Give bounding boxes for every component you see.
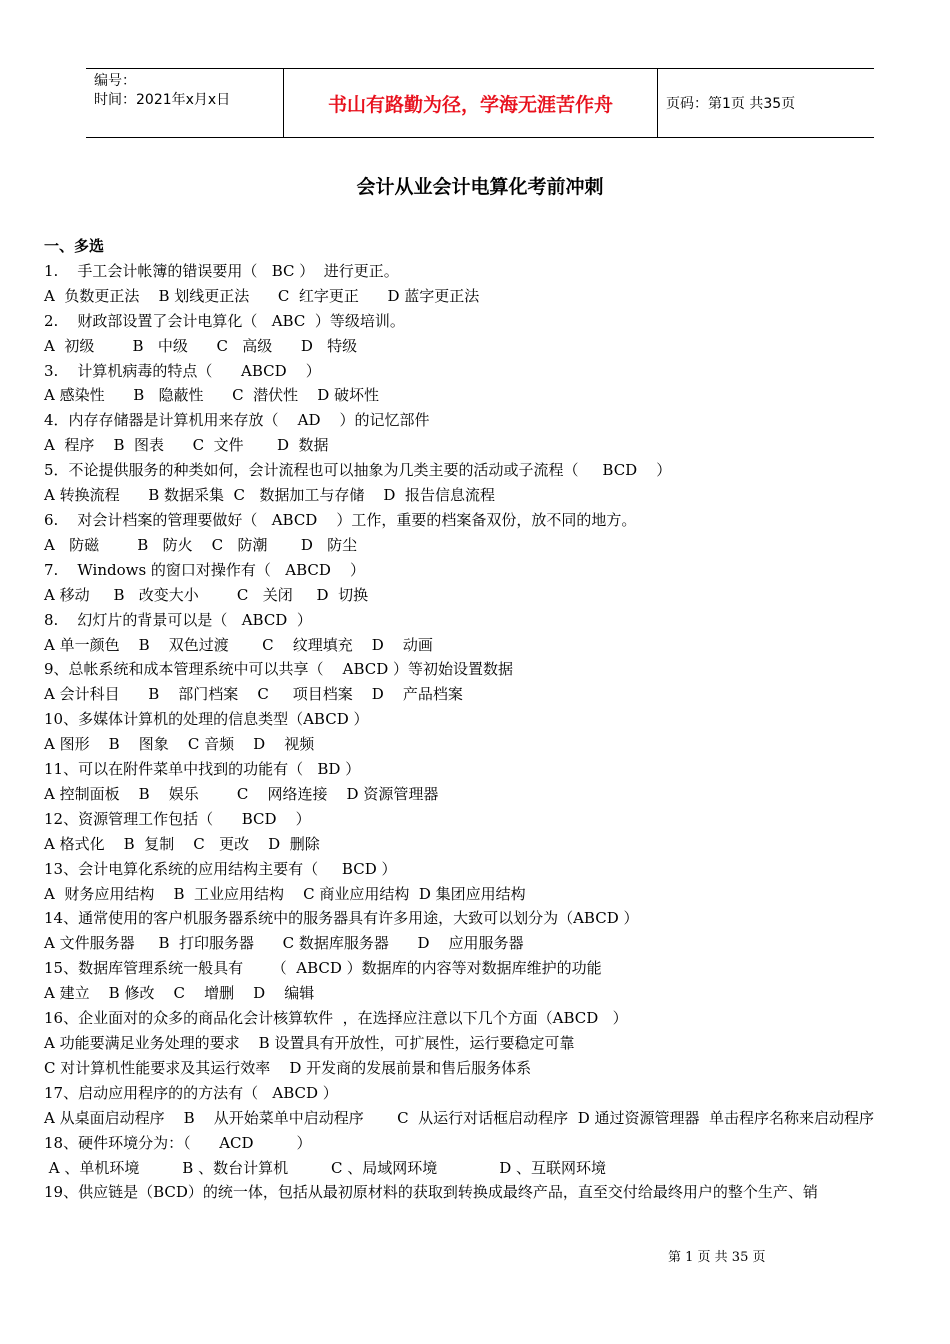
text-line: A 会计科目 B 部门档案 C 项目档案 D 产品档案 — [44, 685, 463, 704]
text-line: A 移动 B 改变大小 C 关闭 D 切换 — [44, 585, 369, 604]
text-line: 9、总帐系统和成本管理系统中可以共享（ ABCD ）等初始设置数据 — [44, 660, 514, 679]
text-line: 10、多媒体计算机的处理的信息类型（ABCD ） — [44, 710, 369, 729]
text-line: 3. 计算机病毒的特点（ ABCD ） — [44, 361, 321, 380]
header-number: 编号： — [94, 73, 136, 89]
text-line: 11、可以在附件菜单中找到的功能有（ BD ） — [44, 760, 361, 779]
document-body — [44, 234, 924, 1205]
header-page-info: 页码：第1页 共35页 — [666, 96, 796, 112]
text-line: A 单一颜色 B 双色过渡 C 纹理填充 D 动画 — [44, 635, 433, 654]
text-line: A 建立 B 修改 C 增删 D 编辑 — [44, 984, 315, 1003]
header-date: 时间：2021年x月x日 — [94, 92, 231, 108]
text-line: 12、资源管理工作包括（ BCD ） — [44, 809, 311, 828]
section-heading: 一、多选 — [44, 237, 105, 255]
text-line: A 程序 B 图表 C 文件 D 数据 — [44, 436, 329, 455]
text-line: 16、企业面对的众多的商品化会计核算软件 ，在选择应注意以下几个方面（ABCD ） — [44, 1009, 628, 1028]
text-line: 7. Windows 的窗口对操作有（ ABCD ） — [44, 560, 365, 579]
text-line: A 转换流程 B 数据采集 C 数据加工与存储 D 报告信息流程 — [44, 486, 495, 505]
text-line: A 防磁 B 防火 C 防潮 D 防尘 — [44, 535, 358, 554]
text-line: 17、启动应用程序的的方法有（ ABCD ） — [44, 1083, 338, 1102]
text-line: A 财务应用结构 B 工业应用结构 C 商业应用结构 D 集团应用结构 — [44, 884, 526, 903]
text-line: A 图形 B 图象 C 音频 D 视频 — [44, 735, 315, 754]
text-line: 1. 手工会计帐簿的错误要用（ BC ） 进行更正。 — [44, 261, 399, 280]
page-header — [86, 68, 874, 138]
text-line: 15、数据库管理系统一般具有 （ ABCD ）数据库的内容等对数据库维护的功能 — [44, 959, 602, 978]
text-line: A 格式化 B 复制 C 更改 D 删除 — [44, 834, 320, 853]
text-line: A 从桌面启动程序 B 从开始菜单中启动程序 C 从运行对话框启动程序 D 通过资源管理器 单击程序名称来启动程序 — [44, 1108, 875, 1127]
text-line: 18、硬件环境分为：（ ACD ） — [44, 1133, 312, 1152]
text-line: A 文件服务器 B 打印服务器 C 数据库服务器 D 应用服务器 — [44, 934, 524, 953]
text-line: A 功能要满足业务处理的要求 B 设置具有开放性，可扩展性，运行要稳定可靠 — [44, 1034, 575, 1052]
text-line: 8. 幻灯片的背景可以是（ ABCD ） — [44, 610, 312, 629]
text-line: A 、单机环境 B 、数台计算机 C 、局域网环境 D 、互联网环境 — [44, 1158, 607, 1177]
text-line: A 感染性 B 隐蔽性 C 潜伏性 D 破坏性 — [44, 386, 380, 405]
text-line: 5．不论提供服务的种类如何，会计流程也可以抽象为几类主要的活动或子流程（ BCD ） — [44, 461, 672, 480]
header-motto: 书山有路勤为径，学海无涯苦作舟 — [284, 69, 658, 137]
header-meta — [86, 69, 284, 137]
text-line: 4．内存存储器是计算机用来存放（ AD ）的记忆部件 — [44, 411, 430, 430]
text-line: C 对计算机性能要求及其运行效率 D 开发商的发展前景和售后服务体系 — [44, 1058, 532, 1077]
text-line: 6. 对会计档案的管理要做好（ ABCD ）工作，重要的档案备双份，放不同的地方。 — [44, 510, 637, 529]
text-line: 19、供应链是（BCD）的统一体，包括从最初原材料的获取到转换成最终产品，直至交付给最终用户的整个生产、销 — [44, 1183, 818, 1202]
document-title: 会计从业会计电算化考前冲刺 — [356, 176, 604, 198]
text-line: A 负数更正法 B 划线更正法 C 红字更正 D 蓝字更正法 — [44, 286, 480, 305]
page-footer: 第 1 页 共 35 页 — [668, 1250, 766, 1265]
text-line: A 初级 B 中级 C 高级 D 特级 — [44, 336, 358, 355]
text-line: 2. 财政部设置了会计电算化（ ABC ）等级培训。 — [44, 311, 405, 330]
text-line: A 控制面板 B 娱乐 C 网络连接 D 资源管理器 — [44, 784, 439, 803]
text-line: 14、通常使用的客户机服务器系统中的服务器具有许多用途，大致可以划分为（ABCD ） — [44, 909, 639, 928]
text-line: 13、会计电算化系统的应用结构主要有（ BCD ） — [44, 859, 397, 878]
